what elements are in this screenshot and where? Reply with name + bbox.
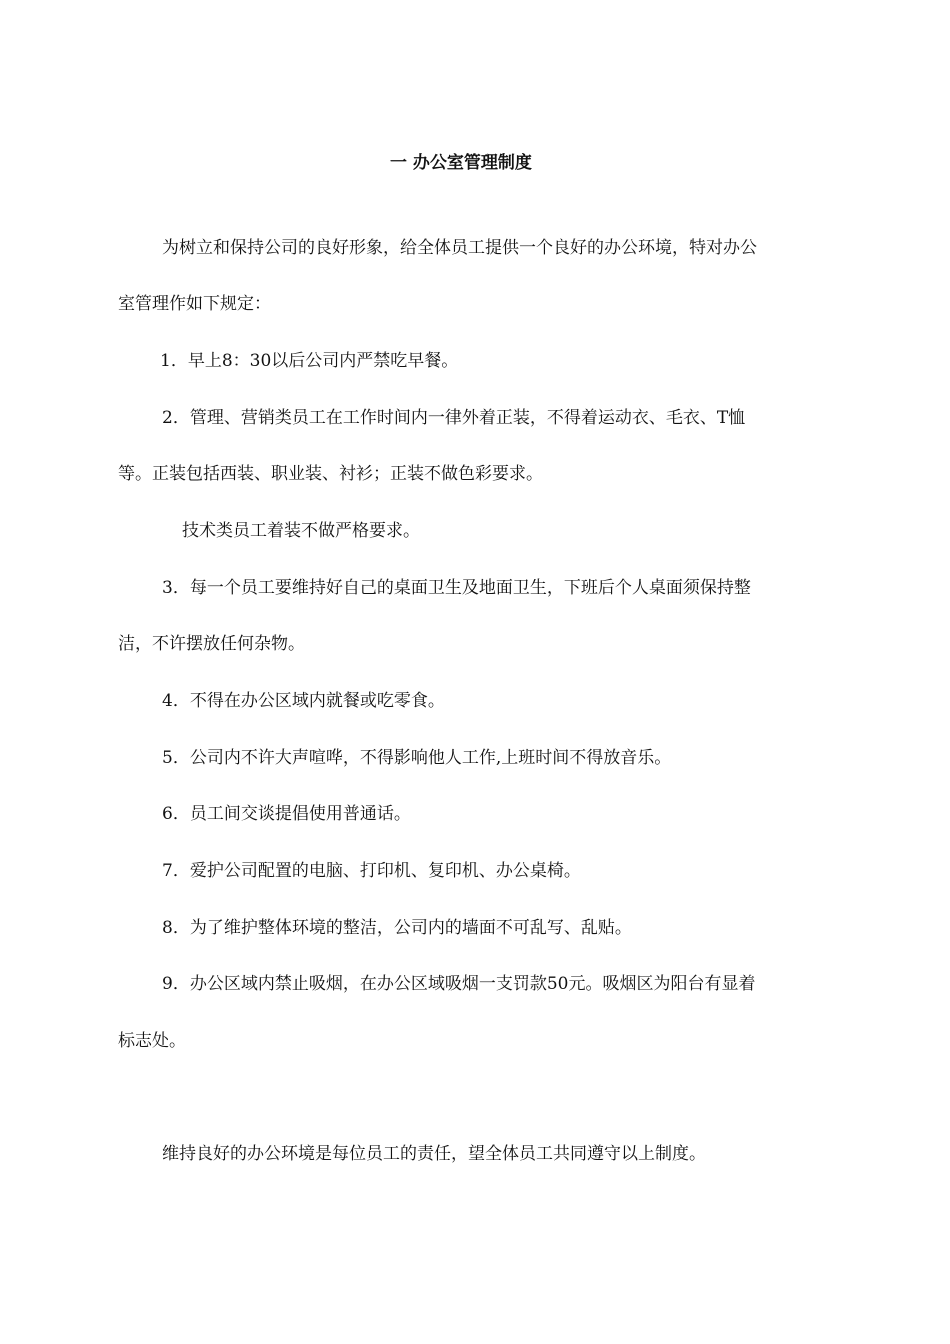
- rule-8: 8．为了维护整体环境的整洁，公司内的墙面不可乱写、乱贴。: [162, 918, 632, 938]
- rule-2-note: 技术类员工着装不做严格要求。: [182, 521, 420, 541]
- rule-9-line-2: 标志处。: [118, 1031, 186, 1051]
- intro-line-1: 为树立和保持公司的良好形象，给全体员工提供一个良好的办公环境，特对办公: [162, 238, 757, 258]
- rule-7: 7．爱护公司配置的电脑、打印机、复印机、办公桌椅。: [162, 861, 581, 881]
- intro-line-2: 室管理作如下规定：: [118, 294, 271, 314]
- rule-2-line-1: 2．管理、营销类员工在工作时间内一律外着正装，不得着运动衣、毛衣、T恤: [162, 408, 746, 428]
- page-title: 一 办公室管理制度: [390, 153, 532, 173]
- rule-1: 1．早上8：30以后公司内严禁吃早餐。: [160, 351, 459, 371]
- rule-5: 5．公司内不许大声喧哗，不得影响他人工作,上班时间不得放音乐。: [162, 748, 672, 768]
- rule-3-line-1: 3．每一个员工要维持好自己的桌面卫生及地面卫生，下班后个人桌面须保持整: [162, 578, 751, 598]
- rule-3-line-2: 洁，不许摆放任何杂物。: [118, 634, 305, 654]
- rule-9-line-1: 9．办公区域内禁止吸烟，在办公区域吸烟一支罚款50元。吸烟区为阳台有显着: [162, 974, 756, 994]
- rule-6: 6．员工间交谈提倡使用普通话。: [162, 804, 411, 824]
- rule-4: 4．不得在办公区域内就餐或吃零食。: [162, 691, 445, 711]
- closing-statement: 维持良好的办公环境是每位员工的责任，望全体员工共同遵守以上制度。: [162, 1144, 706, 1164]
- rule-2-line-2: 等。正装包括西装、职业装、衬衫；正装不做色彩要求。: [118, 464, 543, 484]
